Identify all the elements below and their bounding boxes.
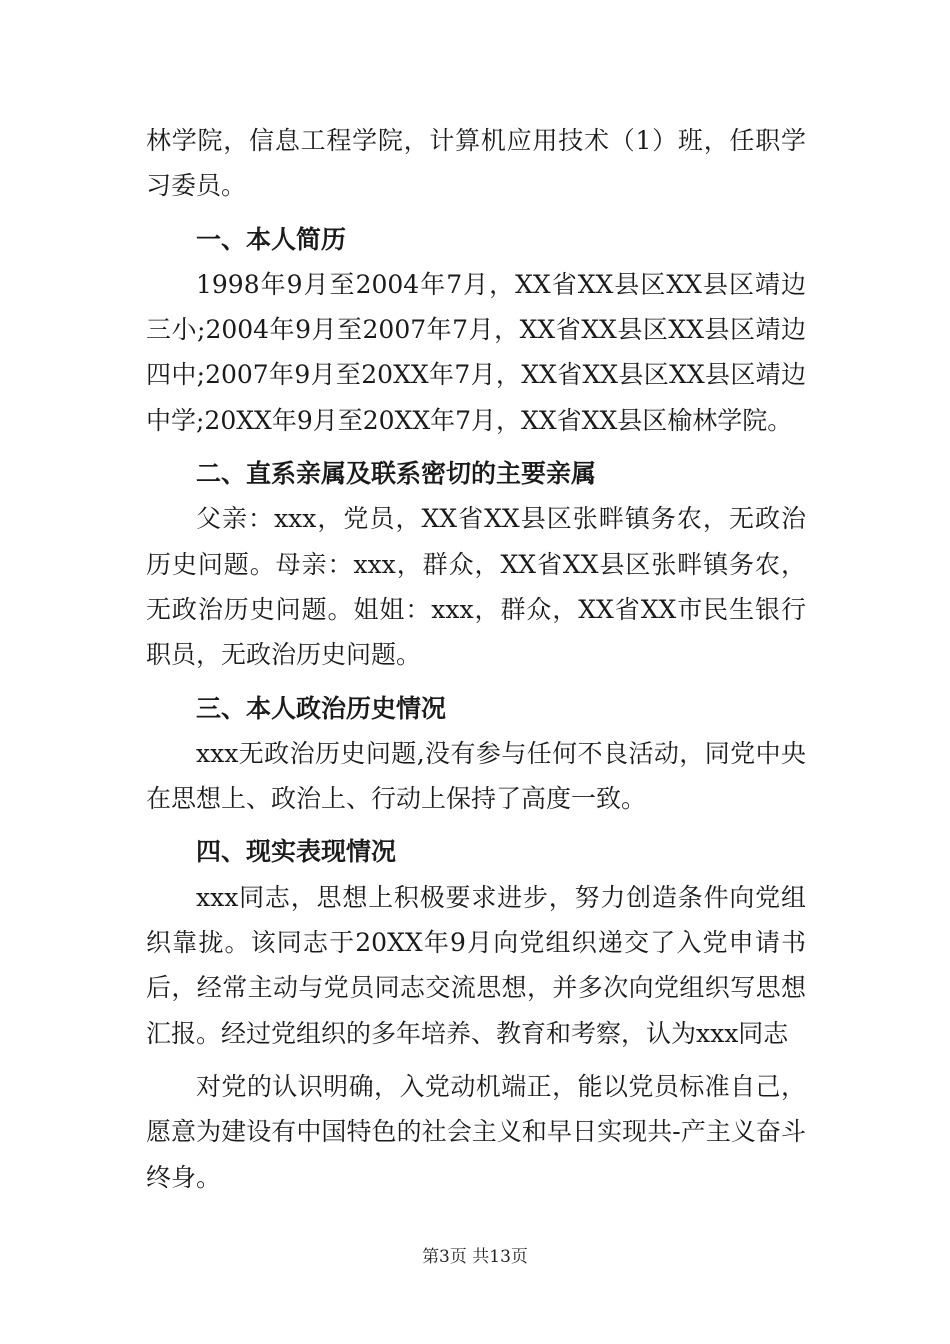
performance-paragraph: xxx同志，思想上积极要求进步，努力创造条件向党组织靠拢。该同志于20XX年9月向党组织递交了入党申请书后，经常主动与党员同志交流思想，并多次向党组织写思想汇报。经过党组织的多年培养、教育和考察，认为xxx同志	[146, 882, 806, 1048]
political-history-paragraph: xxx无政治历史问题,没有参与任何不良活动，同党中央在思想上、政治上、行动上保持了高度一致。	[146, 738, 806, 814]
section-heading-political-history: 三、本人政治历史情况	[196, 693, 447, 723]
section-heading-resume: 一、本人简历	[196, 224, 347, 254]
relatives-paragraph: 父亲：xxx，党员，XX省XX县区张畔镇务农，无政治历史问题。母亲：xxx，群众，XX省XX县区张畔镇务农，无政治历史问题。姐姐：xxx，群众，XX省XX市民生银行职员，无政治历史问题。	[146, 504, 806, 670]
section-heading-performance: 四、现实表现情况	[196, 837, 397, 867]
intro-paragraph: 林学院，信息工程学院，计算机应用技术（1）班，任职学习委员。	[146, 126, 806, 201]
section-heading-relatives: 二、直系亲属及联系密切的主要亲属	[196, 459, 597, 489]
document-body	[146, 118, 806, 1200]
performance-paragraph-continued: 对党的认识明确，入党动机端正，能以党员标准自己，愿意为建设有中国特色的社会主义和早日实现共-产主义奋斗终身。	[146, 1071, 806, 1192]
resume-paragraph: 1998年9月至2004年7月，XX省XX县区XX县区靖边三小;2004年9月至2007年7月，XX省XX县区XX县区靖边四中;2007年9月至20XX年7月，XX省XX县区XX县区靖边中学;20XX年9月至20XX年7月，XX省XX县区榆林学院。	[146, 269, 806, 435]
page-number-footer: 第3页 共13页	[422, 1247, 528, 1267]
